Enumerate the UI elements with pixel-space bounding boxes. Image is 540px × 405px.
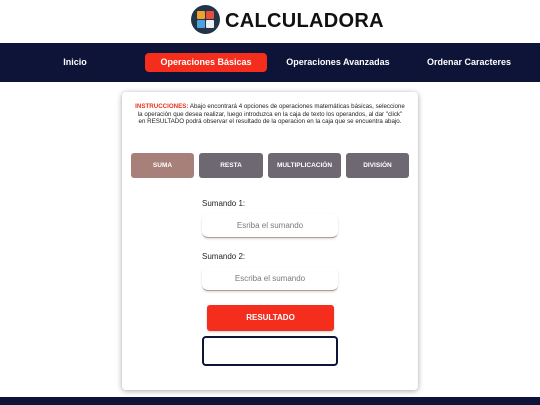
operand2-input[interactable]	[202, 267, 338, 291]
operation-multiplicacion-button[interactable]: MULTIPLICACIÓN	[268, 153, 341, 178]
app-title: CALCULADORA	[225, 10, 384, 32]
result-output	[202, 336, 338, 366]
instructions-body: Abajo encontrará 4 opciones de operaciones matemáticas básicas, seleccione la operación que desea realizar, luego introduzca en la caja de texto los operandos, al dar "click" en RESULTADO podrá observar el resultado de la operacion en la caja que se encuentra abajo.	[137, 103, 405, 126]
operation-suma-button[interactable]: SUMA	[131, 153, 194, 178]
app-header	[0, 0, 540, 42]
operand2-label: Sumando 2:	[202, 252, 246, 261]
result-button[interactable]: RESULTADO	[207, 305, 334, 331]
operation-resta-button[interactable]: RESTA	[199, 153, 263, 178]
nav-item-inicio[interactable]: Inicio	[63, 57, 87, 67]
calculator-card	[122, 92, 418, 390]
instructions-text	[134, 103, 406, 126]
operand1-label: Sumando 1:	[202, 199, 246, 208]
operand1-input[interactable]	[202, 214, 338, 238]
nav-item-operaciones-basicas[interactable]: Operaciones Básicas	[145, 53, 267, 72]
nav-item-ordenar-caracteres[interactable]: Ordenar Caracteres	[426, 57, 512, 67]
nav-item-operaciones-avanzadas[interactable]: Operaciones Avanzadas	[286, 57, 390, 67]
instructions-label: INSTRUCCIONES:	[135, 103, 189, 110]
main-nav	[0, 43, 540, 82]
page-footer	[0, 397, 540, 405]
operation-division-button[interactable]: DIVISIÓN	[346, 153, 409, 178]
calculator-icon	[191, 5, 220, 34]
